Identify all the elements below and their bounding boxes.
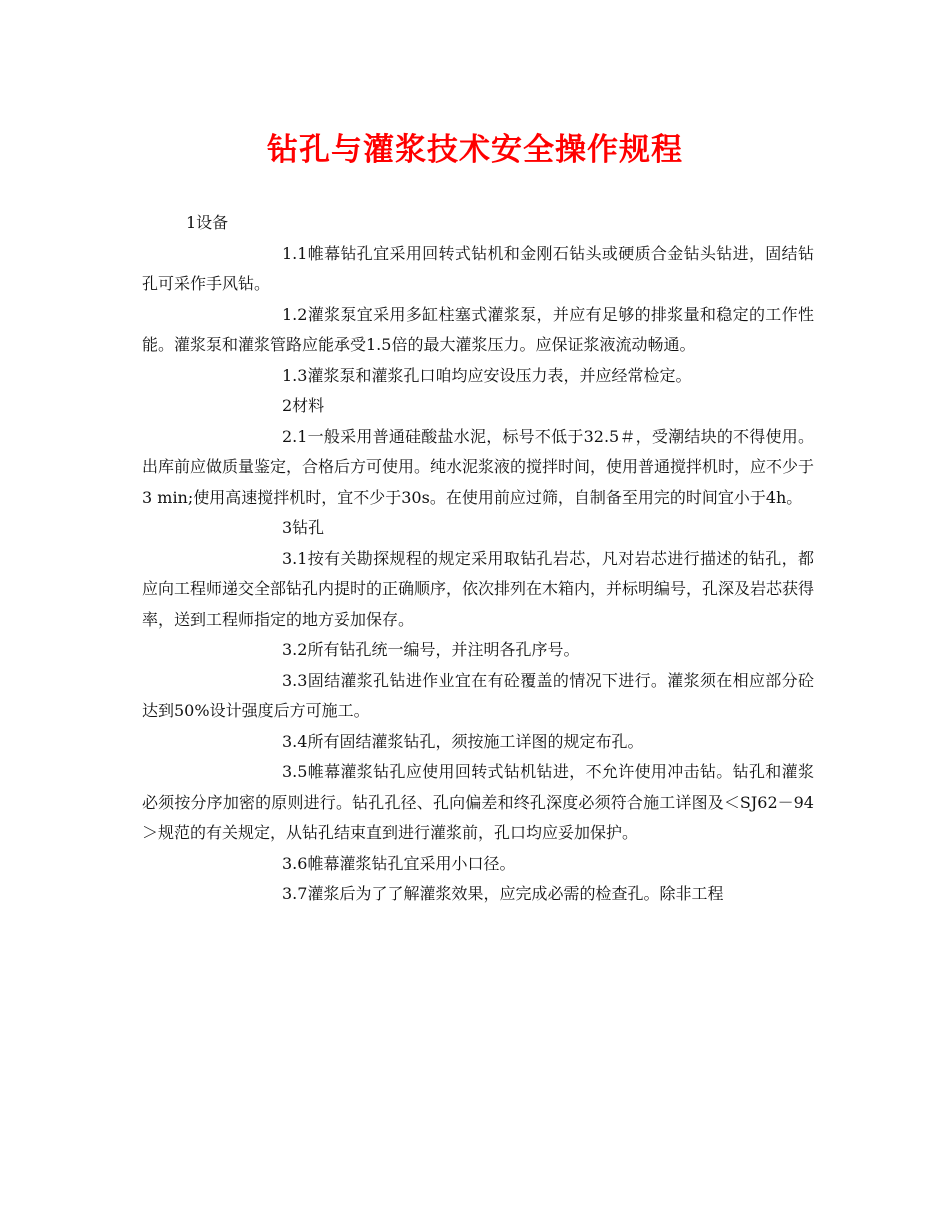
paragraph-3-2: 3.2所有钻孔统一编号，并注明各孔序号。 [282, 640, 580, 659]
paragraph-3-4: 3.4所有固结灌浆钻孔，须按施工详图的规定布孔。 [282, 731, 644, 751]
section-heading-equipment: 1设备 [186, 213, 229, 232]
section-heading-drilling: 3钻孔 [282, 518, 325, 537]
document-title: 钻孔与灌浆技术安全操作规程 [267, 132, 683, 168]
section-heading-materials: 2材料 [282, 396, 325, 415]
paragraph-3-3: 3.3固结灌浆孔钻进作业宜在有砼覆盖的情况下进行。灌浆须在相应部分砼达到50%设计强度后方可施工。 [142, 670, 814, 720]
paragraph-1-2: 1.2灌浆泵宜采用多缸柱塞式灌浆泵，并应有足够的排浆量和稳定的工作性能。灌浆泵和灌浆管路应能承受1.5倍的最大灌浆压力。应保证浆液流动畅通。 [142, 304, 814, 354]
paragraph-3-5: 3.5帷幕灌浆钻孔应使用回转式钻机钻进，不允许使用冲击钻。钻孔和灌浆必须按分序加密的原则进行。钻孔孔径、孔向偏差和终孔深度必须符合施工详图及＜SJ62－94＞规范的有关规定，从钻孔结束直到进行灌浆前，孔口均应妥加保护。 [142, 762, 814, 842]
paragraph-3-7: 3.7灌浆后为了了解灌浆效果，应完成必需的检查孔。除非工程 [282, 884, 724, 903]
paragraph-3-6: 3.6帷幕灌浆钻孔宜采用小口径。 [282, 853, 516, 873]
document-body [142, 208, 814, 910]
paragraph-3-1: 3.1按有关勘探规程的规定采用取钻孔岩芯，凡对岩芯进行描述的钻孔，都应向工程师递交全部钻孔内提时的正确顺序，依次排列在木箱内，并标明编号，孔深及岩芯获得率，送到工程师指定的地方妥加保存。 [142, 548, 815, 629]
paragraph-2-1: 2.1一般采用普通硅酸盐水泥，标号不低于32.5＃，受潮结块的不得使用。出库前应做质量鉴定，合格后方可使用。纯水泥浆液的搅拌时间，使用普通搅拌机时，应不少于3 min;使用高速搅拌机时，宜不少于30s。在使用前应过筛，自制备至用完的时间宜小于4h。 [142, 426, 815, 507]
paragraph-1-3: 1.3灌浆泵和灌浆孔口咱均应安设压力表，并应经常检定。 [282, 365, 692, 385]
paragraph-1-1: 1.1帷幕钻孔宜采用回转式钻机和金刚石钻头或硬质合金钻头钻进，固结钻孔可采作手风钻。 [142, 243, 814, 293]
